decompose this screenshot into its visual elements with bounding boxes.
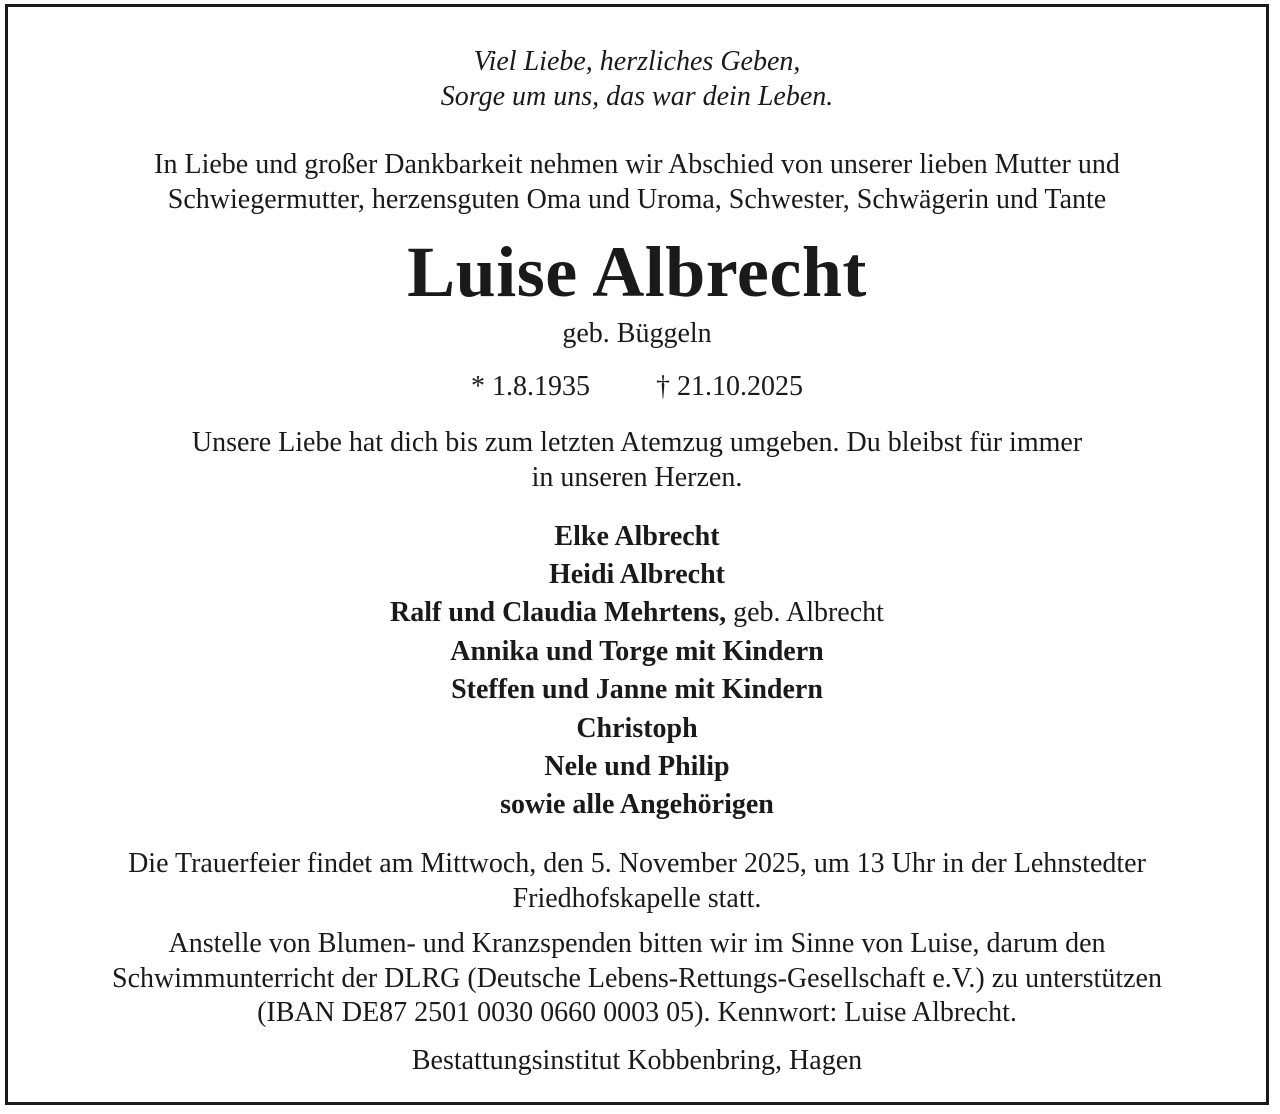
life-dates (8, 370, 1266, 404)
funeral-line-2: Friedhofskapelle statt. (512, 883, 762, 914)
obituary-content (8, 7, 1266, 1102)
maiden-name: geb. Büggeln (562, 318, 712, 349)
mourner-3-maiden: geb. Albrecht (726, 597, 884, 628)
donation-line-2: Schwimmunterricht der DLRG (Deutsche Lebens-Rettungs-Gesellschaft e.V.) zu unterstützen (112, 963, 1162, 994)
verse-line-1: Viel Liebe, herzliches Geben, (473, 46, 801, 77)
intro-line-2: Schwiegermutter, herzensguten Oma und Uroma, Schwester, Schwägerin und Tante (167, 184, 1107, 215)
deceased-name: Luise Albrecht (407, 232, 867, 312)
donation-line-3: (IBAN DE87 2501 0030 0660 0003 05). Kennwort: Luise Albrecht. (257, 997, 1017, 1028)
undertaker: Bestattungsinstitut Kobbenbring, Hagen (411, 1045, 863, 1076)
mourner-3 (8, 596, 1266, 630)
donation-line-1: Anstelle von Blumen- und Kranzspenden bitten wir im Sinne von Luise, darum den (168, 928, 1106, 959)
verse-line-2: Sorge um uns, das war dein Leben. (440, 81, 834, 112)
mourner-6: Christoph (576, 713, 698, 744)
mourner-2: Heidi Albrecht (548, 559, 726, 590)
mourner-1: Elke Albrecht (554, 521, 720, 552)
tribute-line-1: Unsere Liebe hat dich bis zum letzten Atemzug umgeben. Du bleibst für immer (191, 427, 1083, 458)
mourner-4: Annika und Torge mit Kindern (450, 636, 824, 667)
birth-date: * 1.8.1935 (471, 371, 590, 402)
obituary-frame (5, 4, 1269, 1105)
mourner-3-names: Ralf und Claudia Mehrtens, (390, 597, 727, 628)
mourner-7: Nele und Philip (544, 751, 730, 782)
funeral-line-1: Die Trauerfeier findet am Mittwoch, den 5. November 2025, um 13 Uhr in der Lehnstedter (128, 848, 1146, 879)
tribute-line-2: in unseren Herzen. (531, 462, 743, 493)
mourner-5: Steffen und Janne mit Kindern (451, 674, 823, 705)
intro-line-1: In Liebe und großer Dankbarkeit nehmen wir Abschied von unserer lieben Mutter und (154, 149, 1120, 180)
death-date: † 21.10.2025 (656, 371, 803, 402)
mourner-8: sowie alle Angehörigen (500, 789, 774, 820)
